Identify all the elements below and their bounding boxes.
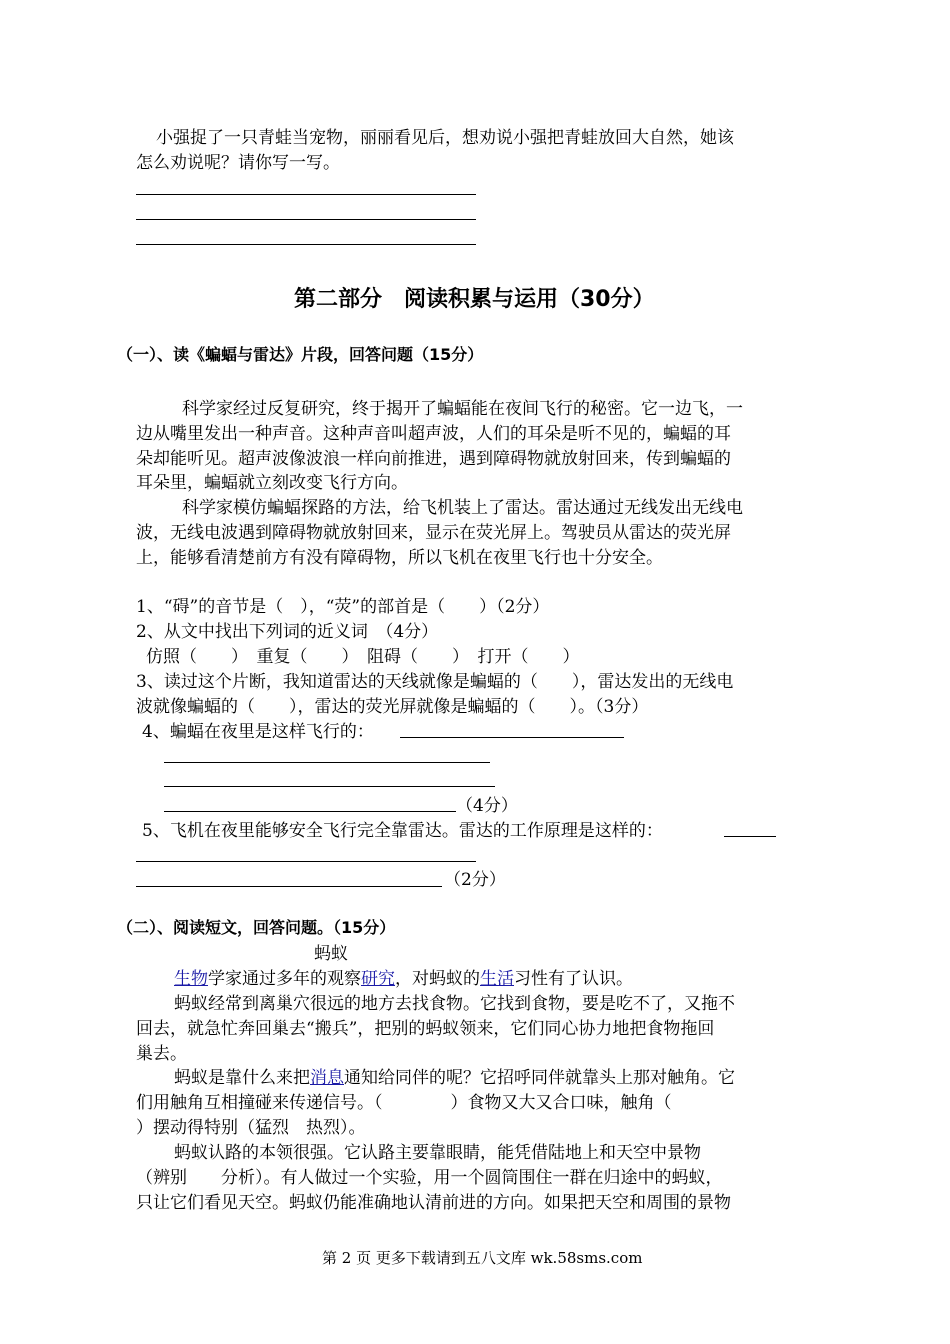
answer-line — [400, 737, 624, 738]
answer-line — [136, 861, 476, 862]
s1-para1-line: 朵却能听见。超声波像波浪一样向前推进，遇到障碍物就放射回来，传到蝙蝠的 — [136, 449, 731, 469]
question-3-line-1: 3、读过这个片断，我知道雷达的天线就像是蝙蝠的（ ），雷达发出的无线电 — [136, 672, 734, 692]
answer-line — [164, 762, 490, 763]
s1-para2-line: 科学家模仿蝙蝠探路的方法，给飞机装上了雷达。雷达通过无线发出无线电 — [182, 498, 743, 518]
s2-para3-line-1: 蚂蚁是靠什么来把消息通知给同伴的呢？它招呼同伴就靠头上那对触角。它 — [174, 1068, 735, 1088]
article-title: 蚂蚁 — [314, 944, 348, 964]
link-biology[interactable]: 生物 — [174, 969, 208, 989]
question-1: 1、“碍”的音节是（ ），“荧”的部首是（ ）（2分） — [136, 597, 550, 617]
answer-line — [724, 836, 776, 837]
s2-para2-line: 巢去。 — [136, 1044, 187, 1064]
answer-line — [136, 886, 442, 887]
s1-para1-line: 边从嘴里发出一种声音。这种声音叫超声波，人们的耳朵是听不见的，蝙蝠的耳 — [136, 424, 731, 444]
question-5-score: （2分） — [444, 870, 506, 890]
link-research[interactable]: 研究 — [361, 969, 395, 989]
s2-para1: 生物学家通过多年的观察研究，对蚂蚁的生活习性有了认识。 — [174, 969, 633, 989]
answer-line — [136, 219, 476, 220]
answer-line — [164, 786, 495, 787]
s2-para4-line: 只让它们看见天空。蚂蚁仍能准确地认清前进的方向。如果把天空和周围的景物 — [136, 1193, 731, 1213]
s2-para4-line: （辨别 分析）。有人做过一个实验，用一个圆筒围住一群在归途中的蚂蚁， — [136, 1168, 723, 1188]
s2-para2-line: 回去，就急忙奔回巢去“搬兵”，把别的蚂蚁领来，它们同心协力地把食物拖回 — [136, 1019, 715, 1039]
s2-para2-line: 蚂蚁经常到离巢穴很远的地方去找食物。它找到食物，要是吃不了，又拖不 — [174, 994, 735, 1014]
s2-para3-line-3: ）摆动得特别（猛烈 热烈）。 — [136, 1118, 366, 1138]
s1-para2-line: 波，无线电波遇到障碍物就放射回来，显示在荧光屏上。驾驶员从雷达的荧光屏 — [136, 523, 731, 543]
answer-line — [136, 244, 476, 245]
link-life[interactable]: 生活 — [480, 969, 514, 989]
prompt-line-1: 小强捉了一只青蛙当宠物，丽丽看见后，想劝说小强把青蛙放回大自然，她该 — [156, 128, 734, 148]
page-footer: 第 2 页 更多下载请到五八文库 wk.58sms.com — [322, 1249, 643, 1267]
link-message[interactable]: 消息 — [310, 1068, 344, 1088]
question-2-words: 仿照（ ） 重复（ ） 阻碍（ ） 打开（ ） — [146, 647, 580, 667]
answer-line — [164, 811, 456, 812]
s2-para4-line: 蚂蚁认路的本领很强。它认路主要靠眼睛，能凭借陆地上和天空中景物 — [174, 1143, 701, 1163]
part2-title: 第二部分 阅读积累与运用（30分） — [294, 287, 655, 312]
section1-title: （一）、读《蝙蝠与雷达》片段，回答问题（15分） — [117, 345, 484, 364]
question-2: 2、从文中找出下列词的近义词 （4分） — [136, 622, 439, 642]
question-3-line-2: 波就像蝙蝠的（ ），雷达的荧光屏就像是蝙蝠的（ ）。（3分） — [136, 697, 649, 717]
s1-para1-line: 科学家经过反复研究，终于揭开了蝙蝠能在夜间飞行的秘密。它一边飞，一 — [182, 399, 743, 419]
s2-para3-line-2: 们用触角互相撞碰来传递信号。（ ）食物又大又合口味，触角（ — [136, 1093, 672, 1113]
question-5: 5、飞机在夜里能够安全飞行完全靠雷达。雷达的工作原理是这样的： — [142, 821, 663, 841]
question-4-score: （4分） — [456, 796, 518, 816]
prompt-line-2: 怎么劝说呢？请你写一写。 — [136, 153, 340, 173]
s1-para1-line: 耳朵里，蝙蝠就立刻改变飞行方向。 — [136, 473, 408, 493]
s1-para2-line: 上，能够看清楚前方有没有障碍物，所以飞机在夜里飞行也十分安全。 — [136, 548, 663, 568]
section2-title: （二）、阅读短文，回答问题。（15分） — [117, 918, 396, 937]
question-4: 4、蝙蝠在夜里是这样飞行的： — [142, 722, 374, 742]
answer-line — [136, 194, 476, 195]
